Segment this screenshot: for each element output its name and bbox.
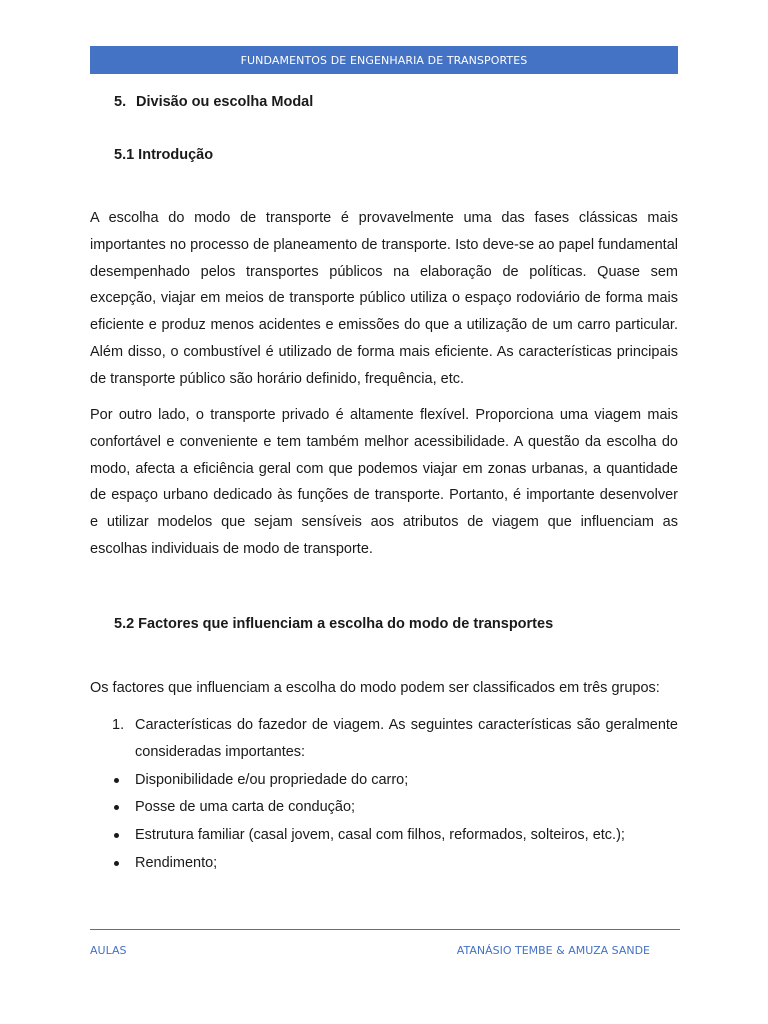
section-5-number: 5. [114, 94, 127, 110]
bullet-icon [114, 833, 119, 838]
bullet-icon [114, 861, 119, 866]
bullet-item [90, 850, 678, 877]
section-5-1-heading: 5.1 Introdução [114, 147, 214, 163]
paragraph-intro-1: A escolha do modo de transporte é provavelmente uma das fases clássicas mais importantes no processo de planeamento de transporte. Isto deve-se ao papel fundamental desempenhado pelos transportes públicos na elaboração de políticas. Quase sem excepção, viajar em meios de transporte público utiliza o espaço rodoviário de forma mais eficiente e produz menos acidentes e emissões do que a utilização de um carro particular. Além disso, o combustível é utilizado de forma mais eficiente. As características principais de transporte público são horário definido, frequência, etc. [90, 210, 678, 387]
footer-left-text: AULAS [90, 944, 127, 957]
section-5-title: Divisão ou escolha Modal [136, 94, 314, 110]
paragraph-intro-2: Por outro lado, o transporte privado é altamente flexível. Proporciona uma viagem mais confortável e conveniente e tem também melhor acessibilidade. A questão da escolha do modo, afecta a eficiência geral com que podemos viajar em zonas urbanas, a quantidade de espaço urbano dedicado às funções de transporte. Portanto, é importante desenvolver e utilizar modelos que sejam sensíveis aos atributos de viagem que influenciam as escolhas individuais de modo de transporte. [90, 407, 678, 557]
bullet-icon [114, 778, 119, 783]
bullet-item [90, 767, 678, 794]
footer-right-text: ATANÁSIO TEMBE & AMUZA SANDE [456, 944, 650, 957]
list-item-text: Características do fazedor de viagem. As seguintes características são geralmente consideradas importantes: [135, 717, 678, 760]
bullet-item [90, 822, 678, 849]
bullet-text: Rendimento; [135, 854, 218, 871]
factors-list [90, 712, 678, 878]
bullet-item [90, 794, 678, 821]
section-5-heading [114, 94, 313, 110]
bullet-text: Posse de uma carta de condução; [135, 799, 356, 816]
numbered-list-item [90, 712, 678, 766]
list-number: 1. [112, 717, 125, 733]
bullet-text: Estrutura familiar (casal jovem, casal com filhos, reformados, solteiros, etc.); [135, 827, 625, 844]
bullet-icon [114, 805, 119, 810]
paragraph-groups: Os factores que influenciam a escolha do modo podem ser classificados em três grupos: [90, 680, 660, 696]
running-header [90, 46, 678, 74]
footer-divider [90, 929, 680, 930]
section-5-2-heading: 5.2 Factores que influenciam a escolha do modo de transportes [114, 616, 554, 632]
bullet-text: Disponibilidade e/ou propriedade do carro; [135, 771, 409, 788]
header-title: FUNDAMENTOS DE ENGENHARIA DE TRANSPORTES [240, 53, 528, 67]
